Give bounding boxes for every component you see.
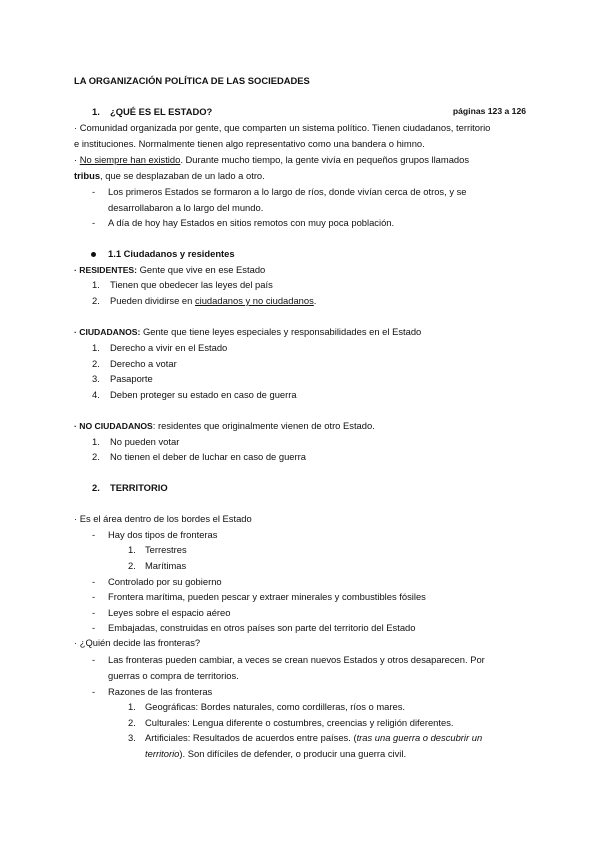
dash-marker: - [92, 217, 96, 228]
label-text: · CIUDADANOS: [74, 327, 141, 337]
dash-item-line: A día de hoy hay Estados en sitios remotos con muy poca población. [108, 217, 395, 228]
list-number: 3. [128, 732, 136, 743]
list-item: Pasaporte [110, 373, 153, 384]
dash-item-line: Controlado por su gobierno [108, 576, 222, 587]
section-1-number: 1. [92, 106, 100, 117]
document-title: LA ORGANIZACIÓN POLÍTICA DE LAS SOCIEDADES [74, 75, 310, 86]
dash-item-line: Los primeros Estados se formaron a lo largo de ríos, donde vivían cerca de otros, y se [108, 186, 467, 197]
list-item: No pueden votar [110, 436, 180, 447]
dash-marker: - [92, 186, 96, 197]
dash-marker: - [92, 654, 96, 665]
label-text: · RESIDENTES: [74, 265, 138, 275]
paragraph-text: Gente que vive en ese Estado [137, 264, 266, 275]
list-item: Derecho a votar [110, 358, 177, 369]
paragraph-line: e instituciones. Normalmente tienen algo representativo como una bandera o himno. [74, 138, 425, 149]
list-number: 1. [92, 342, 100, 353]
dash-item-line: Las fronteras pueden cambiar, a veces se crean nuevos Estados y otros desaparecen. Por [108, 654, 485, 665]
section-2-heading: TERRITORIO [110, 482, 168, 493]
dash-marker: - [92, 576, 96, 587]
list-item: Derecho a vivir en el Estado [110, 342, 228, 353]
dash-marker: - [92, 686, 96, 697]
bullet-dot [91, 246, 96, 262]
list-item: No tienen el deber de luchar en caso de guerra [110, 451, 306, 462]
list-number: 2. [92, 358, 100, 369]
list-item: Geográficas: Bordes naturales, como cordilleras, ríos o mares. [145, 701, 406, 712]
list-item-text: Artificiales: Resultados de acuerdos entre países. ( [145, 732, 357, 743]
paragraph-line [74, 324, 421, 341]
list-item [110, 293, 316, 309]
list-number: 4. [92, 389, 100, 400]
list-number: 1. [92, 279, 100, 290]
list-item: Marítimas [145, 560, 187, 571]
dash-marker: - [92, 591, 96, 602]
dash-marker: - [92, 622, 96, 633]
dash-marker: - [92, 607, 96, 618]
bold-text: tribus [74, 170, 101, 181]
section-2-number: 2. [92, 482, 100, 493]
list-item-text: . [313, 295, 317, 306]
bullet-text: · [74, 154, 80, 165]
section-1-heading: ¿QUÉ ES EL ESTADO? [110, 106, 213, 117]
paragraph-line [74, 168, 265, 184]
subsection-heading: 1.1 Ciudadanos y residentes [108, 248, 235, 259]
list-item-text: ). Son difíciles de defender, o producir una guerra civil. [179, 748, 407, 759]
list-number: 1. [128, 544, 136, 555]
list-number: 2. [128, 560, 136, 571]
dash-item-line: guerras o compra de territorios. [108, 670, 239, 681]
list-number: 1. [128, 701, 136, 712]
list-item: Culturales: Lengua diferente o costumbres, creencias y religión diferentes. [145, 717, 454, 728]
dash-item-line: desarrollabaron a lo largo del mundo. [108, 202, 264, 213]
dash-item-line: Embajadas, construidas en otros países son parte del territorio del Estado [108, 622, 416, 633]
paragraph-text: , que se desplazaban de un lado a otro. [100, 170, 265, 181]
list-item [145, 730, 482, 746]
dash-item-line: Hay dos tipos de fronteras [108, 529, 218, 540]
list-item-continuation [145, 746, 406, 762]
paragraph-line: · ¿Quién decide las fronteras? [74, 637, 201, 648]
list-item: Tienen que obedecer las leyes del país [110, 279, 273, 290]
list-number: 2. [92, 295, 100, 306]
italic-text: tras una guerra o descubrir un [356, 732, 483, 743]
underlined-text: ciudadanos y no ciudadanos [194, 295, 314, 306]
paragraph-line: · Es el área dentro de los bordes el Estado [74, 513, 252, 524]
dash-item-line: Leyes sobre el espacio aéreo [108, 607, 231, 618]
dash-item-line: Razones de las fronteras [108, 686, 213, 697]
paragraph-text: : residentes que originalmente vienen de otro Estado. [152, 420, 375, 431]
paragraph-line [74, 418, 375, 435]
list-item: Terrestres [145, 544, 187, 555]
paragraph-line [74, 152, 469, 168]
paragraph-text: . Durante mucho tiempo, la gente vivía en pequeños grupos llamados [180, 154, 470, 165]
page-reference: páginas 123 a 126 [452, 106, 526, 116]
list-number: 2. [128, 717, 136, 728]
list-item: Deben proteger su estado en caso de guerra [110, 389, 297, 400]
underlined-text: No siempre han existido [79, 154, 181, 165]
italic-text: territorio [145, 748, 180, 759]
dash-item-line: Frontera marítima, pueden pescar y extraer minerales y combustibles fósiles [108, 591, 426, 602]
list-number: 2. [92, 451, 100, 462]
list-item-text: Pueden dividirse en [110, 295, 195, 306]
label-text: · NO CIUDADANOS [74, 421, 153, 431]
paragraph-text: Gente que tiene leyes especiales y responsabilidades en el Estado [140, 326, 422, 337]
list-number: 3. [92, 373, 100, 384]
list-number: 1. [92, 436, 100, 447]
dash-marker: - [92, 529, 96, 540]
paragraph-line: · Comunidad organizada por gente, que comparten un sistema político. Tienen ciudadanos, territorio [74, 122, 491, 133]
